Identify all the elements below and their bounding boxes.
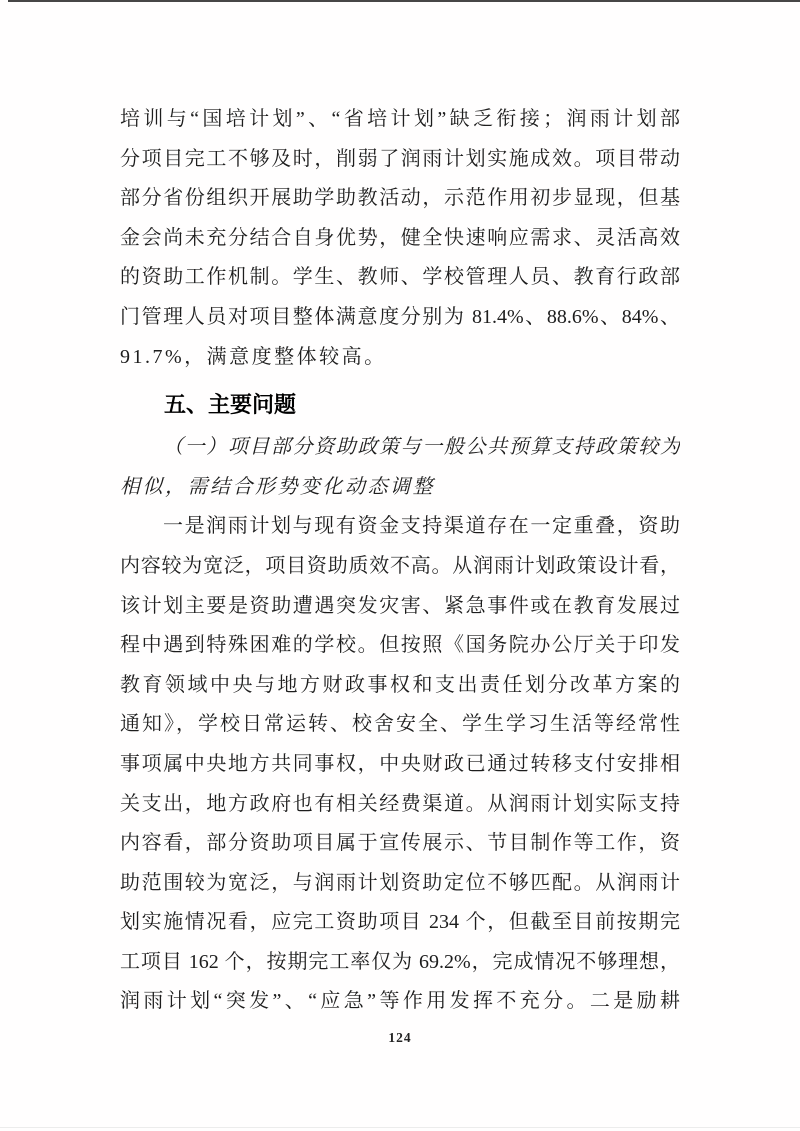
section-heading: 五、主要问题 [164, 393, 297, 419]
body-line: 的资助工作机制。学生、教师、学校管理人员、教育行政部 [120, 266, 680, 289]
body-line: 分项目完工不够及时，削弱了润雨计划实施成效。项目带动 [120, 147, 680, 170]
body-line: 程中遇到特殊困难的学校。但按照《国务院办公厅关于印发 [120, 634, 680, 657]
subsection-heading-line: （一）项目部分资助政策与一般公共预算支持政策较为 [163, 436, 680, 459]
page-top-edge-line [8, 0, 800, 2]
body-line: 部分省份组织开展助学助教活动，示范作用初步显现，但基 [120, 187, 680, 210]
text-column [120, 100, 680, 1022]
body-paragraph [120, 507, 680, 1022]
body-line: 通知》，学校日常运转、校舍安全、学生学习生活等经常性 [120, 713, 680, 736]
body-line: 关支出，地方政府也有相关经费渠道。从润雨计划实际支持 [120, 792, 680, 815]
body-line: 划实施情况看，应完工资助项目 234 个，但截至目前按期完 [120, 911, 680, 934]
body-line: 门管理人员对项目整体满意度分别为 81.4%、88.6%、84%、 [120, 305, 680, 328]
page-bottom-edge-line [0, 1127, 800, 1128]
body-line: 一是润雨计划与现有资金支持渠道存在一定重叠，资助 [163, 515, 680, 538]
body-line: 事项属中央地方共同事权，中央财政已通过转移支付安排相 [120, 752, 680, 775]
body-line: 培训与“国培计划”、“省培计划”缺乏衔接；润雨计划部 [120, 108, 680, 130]
body-line: 教育领域中央与地方财政事权和支出责任划分改革方案的 [120, 673, 680, 696]
body-line: 金会尚未充分结合自身优势，健全快速响应需求、灵活高效 [120, 226, 680, 249]
body-line: 工项目 162 个，按期完工率仅为 69.2%，完成情况不够理想， [120, 950, 680, 973]
body-line: 助范围较为宽泛，与润雨计划资助定位不够匹配。从润雨计 [120, 871, 680, 894]
continuation-paragraph [120, 100, 680, 377]
body-line: 内容看，部分资助项目属于宣传展示、节目制作等工作，资 [120, 832, 680, 855]
body-line: 91.7%，满意度整体较高。 [120, 345, 387, 368]
subsection-heading [120, 428, 680, 507]
page-number: 124 [388, 1030, 412, 1045]
body-line: 润雨计划“突发”、“应急”等作用发挥不充分。二是励耕 [120, 990, 680, 1013]
body-line: 内容较为宽泛，项目资助质效不高。从润雨计划政策设计看， [120, 554, 680, 577]
body-line: 该计划主要是资助遭遇突发灾害、紧急事件或在教育发展过 [120, 594, 680, 617]
subsection-heading-line: 相似，需结合形势变化动态调整 [120, 475, 435, 498]
